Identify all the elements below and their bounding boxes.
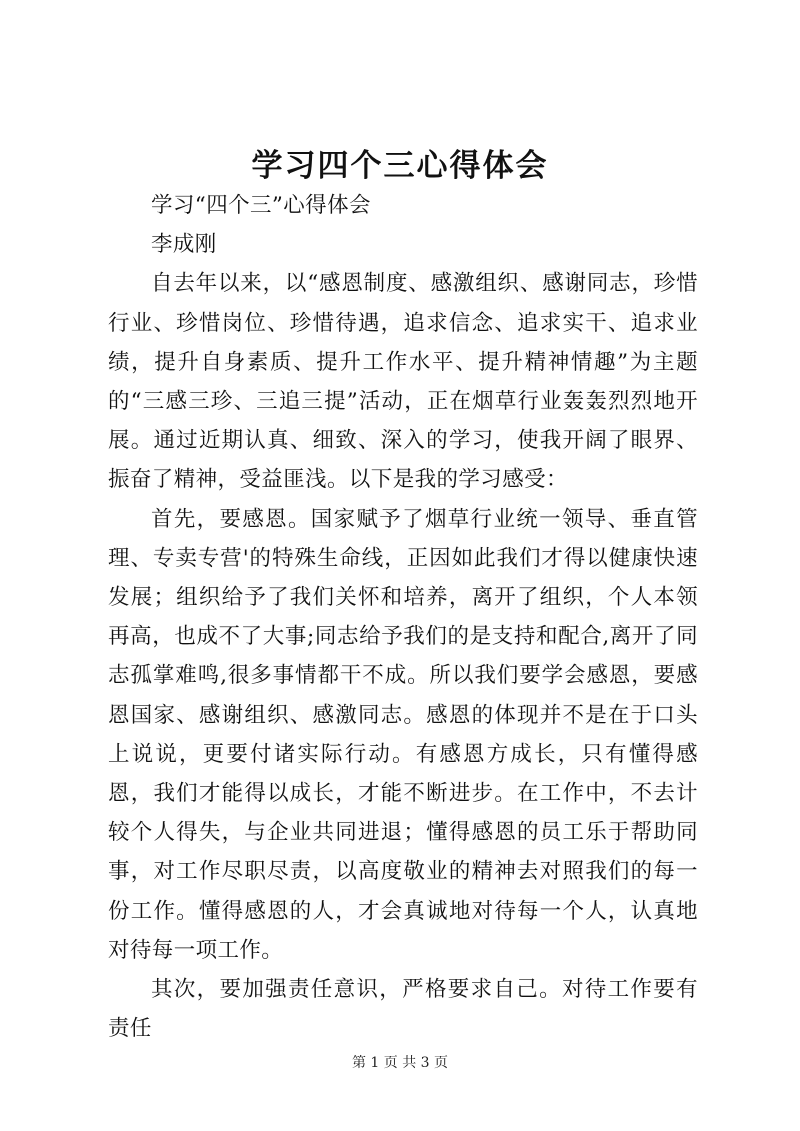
document-title: 学习四个三心得体会 bbox=[251, 148, 549, 184]
body-paragraph: 其次，要加强责任意识，严格要求自己。对待工作要有责任 bbox=[108, 977, 698, 1042]
document-body bbox=[108, 186, 698, 1048]
body-paragraph: 首先，要感恩。国家赋予了烟草行业统一领导、垂直管理、专卖专营'的特殊生命线，正因如此我们才得以健康快速发展；组织给予了我们关怀和培养，离开了组织，个人本领再高，也成不了大事;同志给予我们的是支持和配合,离开了同志孤掌难鸣,很多事情都干不成。所以我们要学会感恩，要感恩国家、感谢组织、感激同志。感恩的体现并不是在于口头上说说，更要付诸实际行动。有感恩方成长，只有懂得感恩，我们才能得以成长，才能不断进步。在工作中，不去计较个人得失，与企业共同进退；懂得感恩的员工乐于帮助同事，对工作尽职尽责，以高度敬业的精神去对照我们的每一份工作。懂得感恩的人，才会真诚地对待每一个人，认真地对待每一项工作。 bbox=[108, 506, 698, 963]
author-paragraph: 李成刚 bbox=[151, 232, 217, 258]
page-footer: 第 1 页 共 3 页 bbox=[351, 1055, 449, 1071]
body-paragraph: 自去年以来，以“感恩制度、感激组织、感谢同志，珍惜行业、珍惜岗位、珍惜待遇，追求信念、追求实干、追求业绩，提升自身素质、提升工作水平、提升精神情趣”为主题的“三感三珍、三追三提”活动，正在烟草行业轰轰烈烈地开展。通过近期认真、细致、深入的学习，使我开阔了眼界、振奋了精神，受益匪浅。以下是我的学习感受： bbox=[108, 271, 698, 493]
subtitle-paragraph: 学习“四个三”心得体会 bbox=[151, 193, 371, 218]
